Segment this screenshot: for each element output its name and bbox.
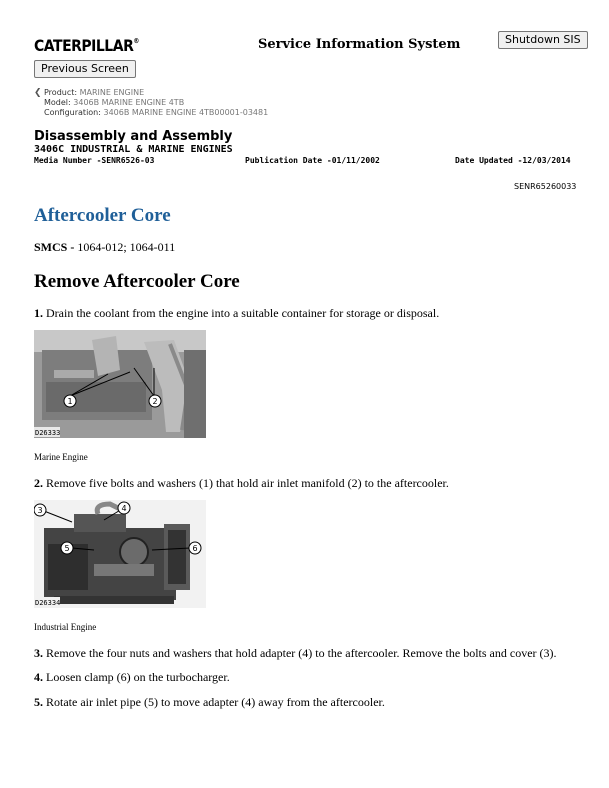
callout-4: [118, 502, 130, 514]
step-text: Loosen clamp (6) on the turbocharger.: [46, 670, 230, 684]
step-text: Drain the coolant from the engine into a suitable container for storage or disposal.: [46, 306, 440, 320]
chevron-left-icon[interactable]: ❮: [34, 88, 42, 98]
marine-engine-photo: [34, 330, 206, 438]
step-number: 1.: [34, 306, 43, 320]
configuration-value: 3406B MARINE ENGINE 4TB00001-03481: [103, 108, 269, 117]
figure-id: D26333: [35, 429, 61, 437]
product-label: Product:: [44, 88, 78, 97]
svg-text:2: 2: [152, 397, 158, 406]
callout-6: [189, 542, 201, 554]
smcs-value: 1064-012; 1064-011: [77, 240, 176, 254]
model-value: 3406B MARINE ENGINE 4TB: [73, 98, 185, 107]
shutdown-sis-button[interactable]: Shutdown SIS: [498, 31, 588, 49]
procedure-heading: Remove Aftercooler Core: [34, 271, 240, 292]
svg-text:3: 3: [37, 506, 43, 515]
step-3: [34, 646, 557, 661]
product-info: [34, 88, 268, 118]
document-title: Disassembly and Assembly: [34, 129, 233, 144]
document-id: SENR65260033: [514, 182, 577, 191]
product-value: MARINE ENGINE: [79, 88, 145, 97]
figure-caption-marine: Marine Engine: [34, 452, 88, 462]
callout-1: [64, 395, 76, 407]
figure-id: D26334: [35, 599, 61, 607]
step-text: Remove five bolts and washers (1) that hold air inlet manifold (2) to the aftercooler.: [46, 476, 449, 490]
callout-3: [34, 504, 46, 516]
page-title: Service Information System: [258, 37, 461, 52]
step-4: [34, 670, 230, 685]
publication-date: Publication Date -01/11/2002: [245, 156, 380, 165]
svg-text:4: 4: [121, 504, 127, 513]
step-number: 3.: [34, 646, 43, 660]
step-5: [34, 695, 385, 710]
step-number: 4.: [34, 670, 43, 684]
configuration-label: Configuration:: [44, 108, 101, 117]
model-label: Model:: [44, 98, 71, 107]
figure-caption-industrial: Industrial Engine: [34, 622, 97, 632]
svg-text:6: 6: [192, 544, 198, 553]
step-text: Remove the four nuts and washers that hold adapter (4) to the aftercooler. Remove the bolts and cover (3).: [46, 646, 557, 660]
previous-screen-button[interactable]: Previous Screen: [34, 60, 136, 78]
step-1: [34, 306, 439, 321]
engine-line: 3406C INDUSTRIAL & MARINE ENGINES: [34, 144, 233, 155]
caterpillar-logo: CATERPILLAR®: [34, 37, 139, 56]
step-text: Rotate air inlet pipe (5) to move adapter (4) away from the aftercooler.: [46, 695, 385, 709]
step-number: 2.: [34, 476, 43, 490]
section-heading: Aftercooler Core: [34, 205, 171, 226]
svg-text:1: 1: [67, 397, 73, 406]
callout-2: [149, 395, 161, 407]
media-number: Media Number -SENR6526-03: [34, 156, 155, 165]
callout-5: [61, 542, 73, 554]
step-number: 5.: [34, 695, 43, 709]
smcs-label: SMCS -: [34, 240, 75, 254]
smcs-codes: [34, 240, 175, 255]
svg-text:5: 5: [64, 544, 70, 553]
step-2: [34, 476, 449, 491]
industrial-engine-photo: [34, 500, 206, 608]
date-updated: Date Updated -12/03/2014: [455, 156, 571, 165]
